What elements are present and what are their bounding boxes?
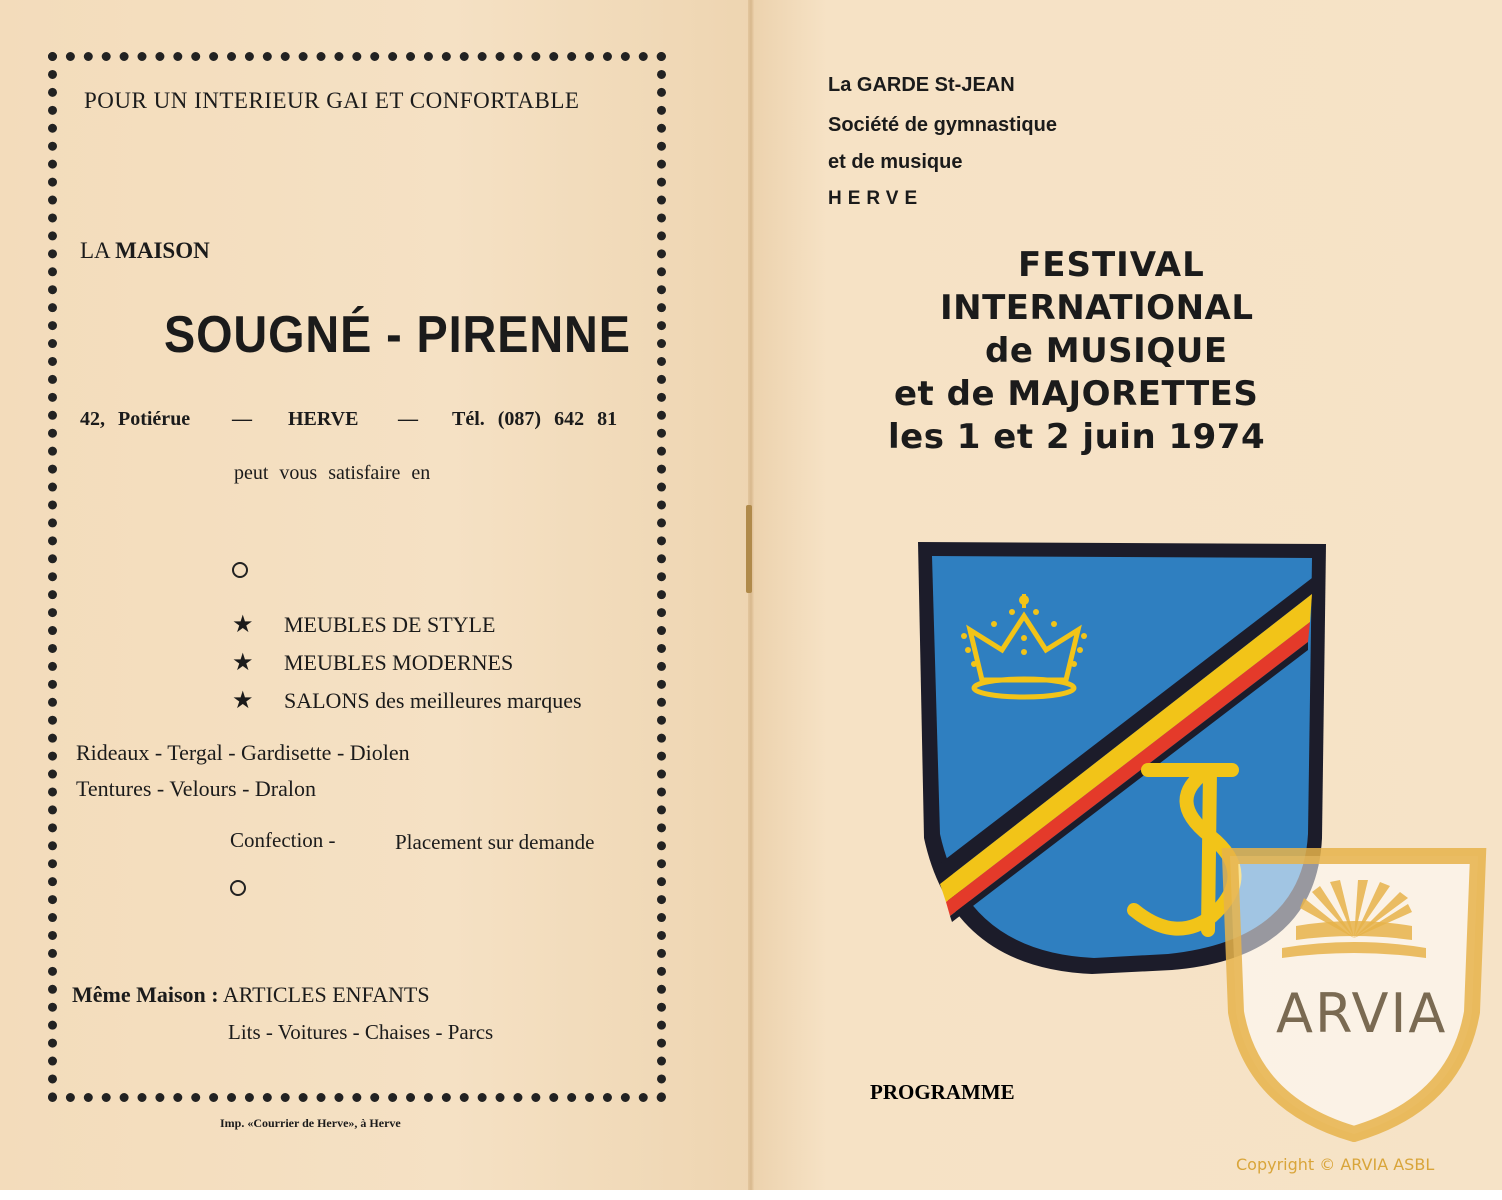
circle-ornament <box>230 880 246 896</box>
circle-ornament <box>232 562 248 578</box>
printer-credit: Imp. «Courrier de Herve», à Herve <box>220 1116 401 1130</box>
festival-date: les 1 et 2 juin 1974 <box>888 417 1266 457</box>
festival-title-line: FESTIVAL <box>1018 245 1205 285</box>
product-item: MEUBLES DE STYLE <box>284 612 496 637</box>
advertisement-star-border <box>48 52 666 1102</box>
star-bullet-icon: ★ <box>232 650 254 676</box>
product-item: MEUBLES MODERNES <box>284 650 514 675</box>
copyright-notice: Copyright © ARVIA ASBL <box>1236 1155 1435 1174</box>
company-name: SOUGNÉ - PIRENNE <box>164 306 631 364</box>
festival-title-line: et de MAJORETTES <box>894 374 1259 414</box>
organizer-town: HERVE <box>828 188 924 209</box>
programme-label: PROGRAMME <box>870 1080 1015 1104</box>
organizer-name: La GARDE St-JEAN <box>828 74 1015 96</box>
arvia-logo-text: ARVIA <box>1276 982 1448 1045</box>
ad-maison-label: LA MAISON <box>80 238 210 263</box>
product-item: SALONS des meilleures marques <box>284 688 582 713</box>
center-fold <box>748 0 754 1190</box>
organizer-subtitle-2: et de musique <box>828 151 963 173</box>
fabrics-line-1: Rideaux - Tergal - Gardisette - Diolen <box>76 740 410 765</box>
confection-label: Confection - <box>230 828 336 852</box>
star-bullet-icon: ★ <box>232 688 254 714</box>
fabrics-line-2: Tentures - Velours - Dralon <box>76 776 316 801</box>
festival-title-line: INTERNATIONAL <box>940 288 1254 328</box>
meme-maison-line: Même Maison : ARTICLES ENFANTS <box>72 982 430 1007</box>
brochure-scan: POUR UN INTERIEUR GAI ET CONFORTABLE LA MAISON SOUGNÉ - PIRENNE 42, Potiérue — HERVE — Tél. (087) 642 81 peut vous satisfaire en ★ MEUBLES DE STYLE ★ MEUBLES MODERNES ★ SALONS des meilleures marques Rideaux - Tergal - Gardisette - Diolen Tentures - Velours - Dralon Confection - Placement sur demande Même Maison : ARTICLES ENFANTS Lits - Voitures - Chaises - Parcs Imp. «Courrier de Herve», à Herve La GARDE St-JEAN Société de gymnastique et de musique HERVE FESTIVAL INTERNATIONAL de MUSIQUE et de MAJORETTES les 1 et 2 juin 1974 PROGRAMME ARVIA Copyright © ARVIA ASBL <box>0 0 1502 1190</box>
satisfy-line: peut vous satisfaire en <box>234 462 431 484</box>
star-bullet-icon: ★ <box>232 612 254 638</box>
festival-title-line: de MUSIQUE <box>985 331 1228 371</box>
children-items: Lits - Voitures - Chaises - Parcs <box>228 1020 494 1044</box>
organizer-subtitle: Société de gymnastique <box>828 114 1057 136</box>
ad-slogan: POUR UN INTERIEUR GAI ET CONFORTABLE <box>84 88 580 113</box>
staple <box>746 505 752 593</box>
placement-label: Placement sur demande <box>395 830 595 854</box>
